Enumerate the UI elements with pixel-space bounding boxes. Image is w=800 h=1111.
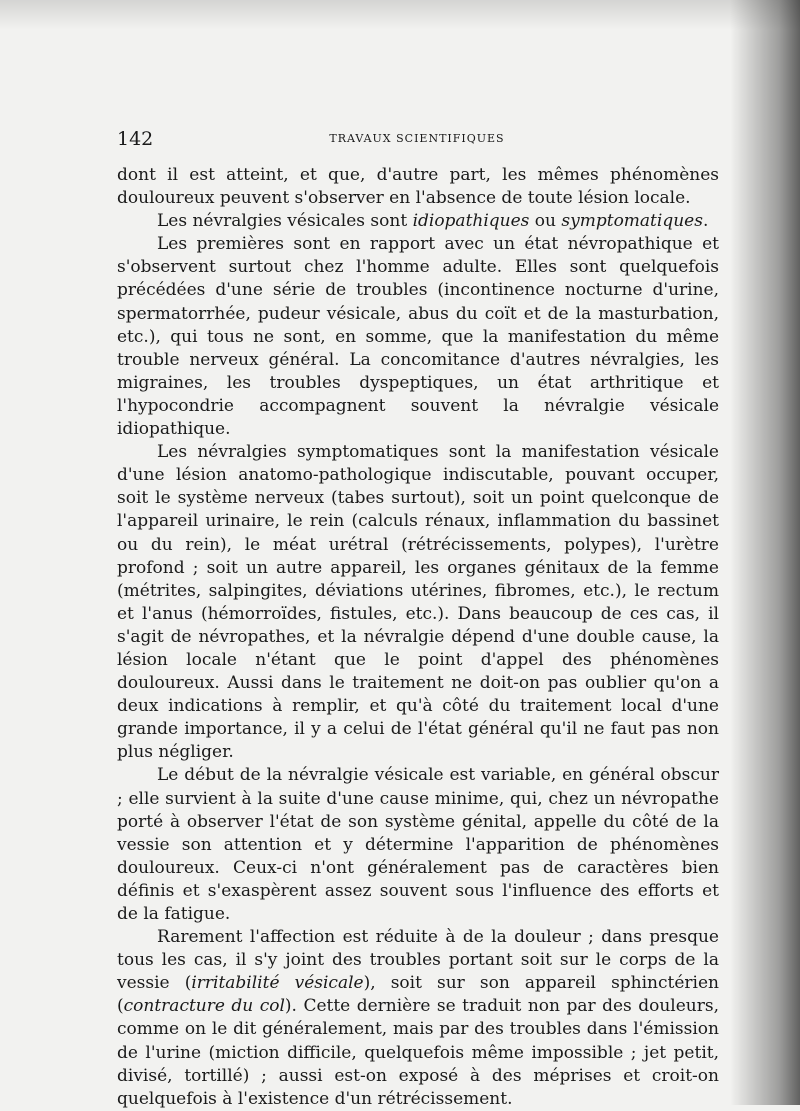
paragraph-text: dont il est atteint, et que, d'autre part, les mêmes phénomènes douloureux peuvent s'observer en l'absence de toute lésion locale. [117, 165, 719, 209]
page-edge-shadow [730, 0, 800, 1105]
paragraph-continuation [117, 164, 719, 210]
italic-term: contracture du col [123, 996, 285, 1017]
paragraph-text: ou [529, 211, 562, 232]
italic-term: irritabilité vésicale [191, 973, 364, 994]
paragraph [117, 233, 719, 441]
paragraph [117, 210, 719, 233]
paragraph-text: Rarement l'affection est réduite à de la douleur ; dans presque tous les cas, il s'y joint des troubles portant soit sur le corps de la vessie ( [117, 927, 719, 994]
paragraph-text: . [702, 211, 709, 232]
page-header [117, 128, 717, 150]
paragraph [117, 441, 719, 764]
paragraph-text: Les névralgies symptomatiques sont la manifestation vésicale d'une lésion anatomo-pathologique indiscutable, pouvant occuper, soit le système nerveux (tabes surtout), soit un point quelconque de l'appareil urinaire, le rein (calculs rénaux, inflammation du bassinet ou du rein), le méat urétral (rétrécissements, polypes), l'urètre profond ; soit un autre appareil, les organes génitaux de la femme (métrites, salpingites, déviations utérines, fibromes, etc.), le rectum et l'anus (hémorroïdes, fistules, etc.). Dans beaucoup de ces cas, il s'agit de névropathes, et la névralgie dépend d'une double cause, la lésion locale n'étant que le point d'appel des phénomènes douloureux. Aussi dans le traitement ne doit-on pas oublier qu'on a deux indications à remplir, et qu'à côté du traitement local d'une grande importance, il y a celui de l'état général qu'il ne faut pas non plus négliger. [117, 442, 719, 763]
paragraph-text: Les premières sont en rapport avec un état névropathique et s'observent surtout chez l'homme adulte. Elles sont quelquefois précédées d'une série de troubles (incontinence nocturne d'urine, spermatorrhée, pudeur vésicale, abus du coït et de la masturbation, etc.), qui tous ne sont, en somme, que la manifestation du même trouble nerveux général. La concomitance d'autres névralgies, les migraines, les troubles dyspeptiques, un état arthritique et l'hypocondrie accompagnent souvent la névralgie vésicale idiopathique. [117, 234, 719, 440]
paragraph-text: ). Cette dernière se traduit non par des douleurs, comme on le dit généralement, mais par des troubles dans l'émission de l'urine (miction difficile, quelquefois même impossible ; jet petit, divisé, tortillé) ; aussi est-on exposé à des méprises et croit-on quelquefois à l'existence d'un rétrécissement. [117, 996, 719, 1109]
paragraph-text: Le début de la névralgie vésicale est variable, en général obscur ; elle survient à la suite d'une cause minime, qui, chez un névropathe porté à observer l'état de son système génital, appelle du côté de la vessie son attention et y détermine l'apparition de phénomènes douloureux. Ceux-ci n'ont généralement pas de caractères bien définis et s'exaspèrent assez souvent sous l'influence des efforts et de la fatigue. [117, 765, 719, 924]
italic-term: symptomatiques [561, 211, 703, 232]
running-title: TRAVAUX SCIENTIFIQUES [329, 132, 505, 145]
paragraph [117, 764, 719, 926]
paragraph-text: Les névralgies vésicales sont [157, 211, 413, 232]
paragraph [117, 926, 719, 1111]
paragraph-text: ), soit sur son appareil sphinctérien ( [117, 973, 719, 1017]
body-text [117, 164, 719, 1111]
italic-term: idiopathiques [412, 211, 530, 232]
page-number: 142 [117, 128, 154, 150]
page-top-shadow [0, 0, 800, 30]
